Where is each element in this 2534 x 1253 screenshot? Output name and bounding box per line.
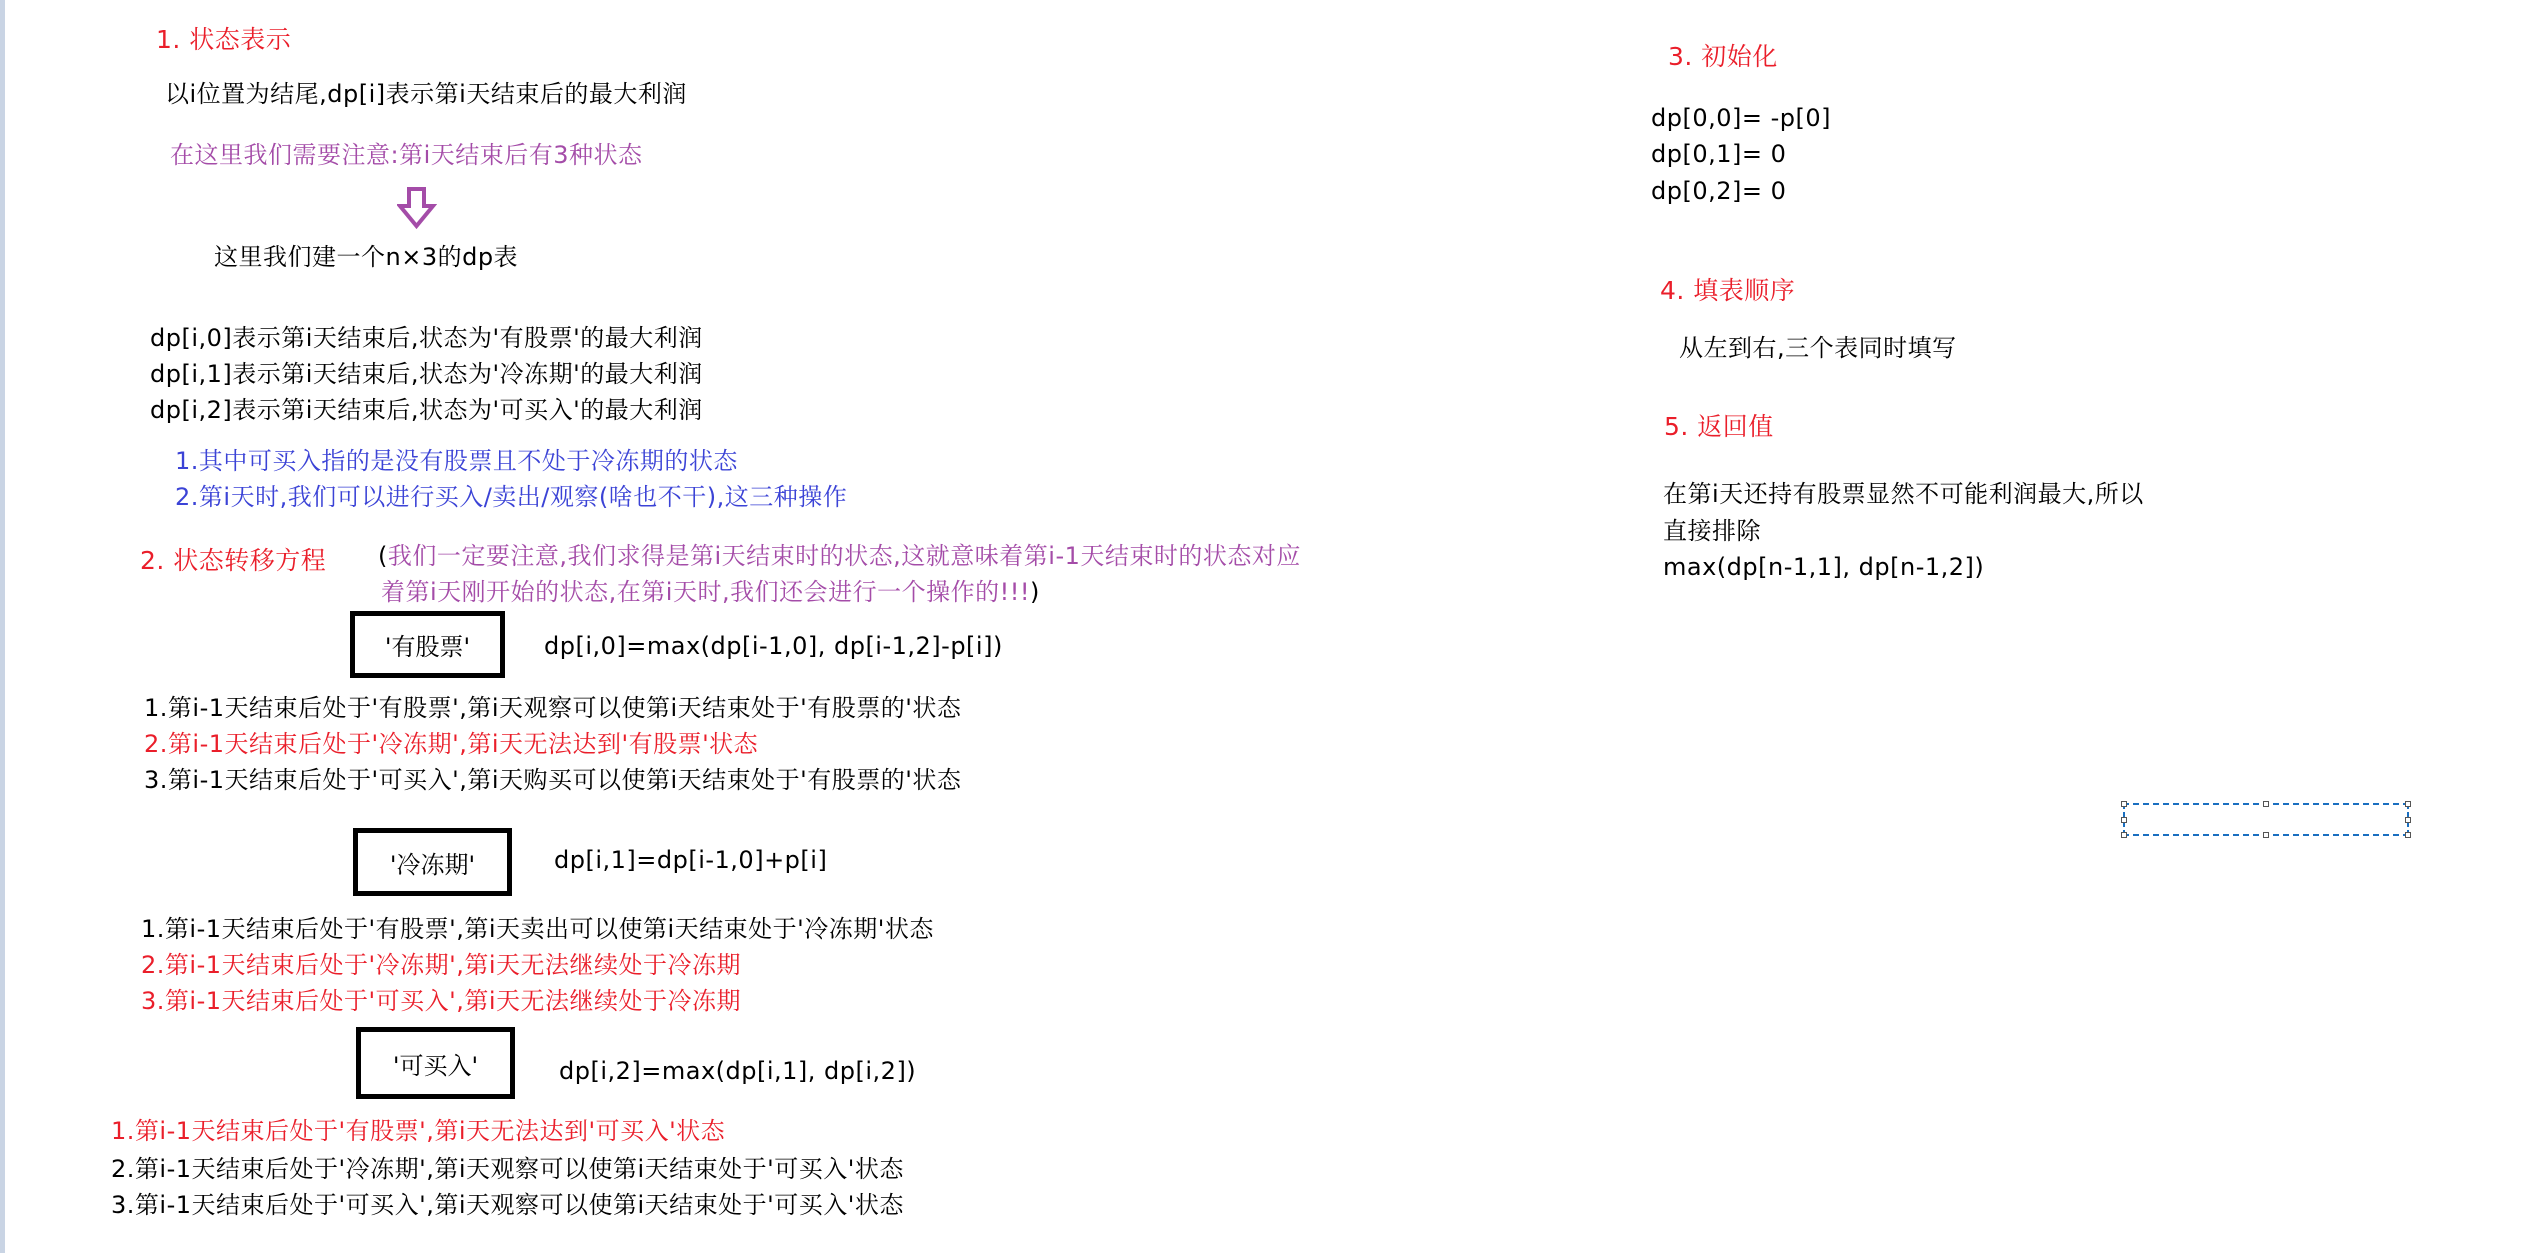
return-line-1: 直接排除 [1663,517,1761,545]
canvas-edge-strip [0,0,5,1253]
resize-handle-top-left[interactable] [2121,801,2127,807]
formula-buyable: dp[i,2]=max(dp[i,1], dp[i,2]) [559,1057,917,1085]
state-box-label: '冷冻期' [389,850,476,879]
state-box-buyable [356,1027,515,1099]
note-close-paren: ) [1029,578,1040,606]
note-open-paren: ( [378,542,388,570]
section2-note-line1 [378,541,1301,571]
init-line-2: dp[0,2]= 0 [1651,177,1787,205]
state-definition-0: dp[i,0]表示第i天结束后,状态为'有股票'的最大利润 [150,324,703,352]
case-cooldown-3: 3.第i-1天结束后处于'可买入',第i天无法继续处于冷冻期 [141,987,741,1015]
down-arrow-icon [397,186,437,230]
section2-note-line2 [381,577,1040,607]
section3-heading: 3. 初始化 [1668,42,1778,71]
section2-heading: 2. 状态转移方程 [140,546,327,575]
resize-handle-middle-left[interactable] [2121,817,2127,823]
remark-0: 1.其中可买入指的是没有股票且不处于冷冻期的状态 [175,447,738,475]
state-definition-2: dp[i,2]表示第i天结束后,状态为'可买入'的最大利润 [150,396,703,424]
note-line2-text: 着第i天刚开始的状态,在第i天时,我们还会进行一个操作的!!! [381,578,1030,606]
section1-heading: 1. 状态表示 [156,25,292,54]
init-line-1: dp[0,1]= 0 [1651,140,1787,168]
state-box-cooldown [353,828,512,896]
state-definition-1: dp[i,1]表示第i天结束后,状态为'冷冻期'的最大利润 [150,360,703,388]
section1-definition: 以i位置为结尾,dp[i]表示第i天结束后的最大利润 [165,80,687,108]
return-line-0: 在第i天还持有股票显然不可能利润最大,所以 [1663,480,2144,508]
section5-heading: 5. 返回值 [1664,412,1774,441]
case-buyable-2: 2.第i-1天结束后处于'冷冻期',第i天观察可以使第i天结束处于'可买入'状态 [111,1155,904,1183]
section1-note: 在这里我们需要注意:第i天结束后有3种状态 [170,141,643,169]
formula-cooldown: dp[i,1]=dp[i-1,0]+p[i] [554,846,828,874]
case-holding-1: 1.第i-1天结束后处于'有股票',第i天观察可以使第i天结束处于'有股票的'状态 [144,694,962,722]
case-cooldown-1: 1.第i-1天结束后处于'有股票',第i天卖出可以使第i天结束处于'冷冻期'状态 [141,915,934,943]
selected-text-box[interactable] [2123,803,2409,836]
section1-table-note: 这里我们建一个n×3的dp表 [214,243,519,271]
note-line1-text: 我们一定要注意,我们求得是第i天结束时的状态,这就意味着第i-1天结束时的状态对应 [387,542,1301,570]
resize-handle-top-right[interactable] [2405,801,2411,807]
resize-handle-bottom-left[interactable] [2121,832,2127,838]
state-box-label: '有股票' [384,633,471,661]
case-buyable-1: 1.第i-1天结束后处于'有股票',第i天无法达到'可买入'状态 [111,1117,726,1145]
resize-handle-top-center[interactable] [2263,801,2269,807]
state-box-label: '可买入' [392,1051,479,1080]
remark-1: 2.第i天时,我们可以进行买入/卖出/观察(啥也不干),这三种操作 [175,483,848,511]
resize-handle-bottom-right[interactable] [2405,832,2411,838]
case-holding-2: 2.第i-1天结束后处于'冷冻期',第i天无法达到'有股票'状态 [144,730,759,758]
return-line-2: max(dp[n-1,1], dp[n-1,2]) [1663,553,1985,581]
case-holding-3: 3.第i-1天结束后处于'可买入',第i天购买可以使第i天结束处于'有股票的'状态 [144,766,962,794]
state-box-holding [350,611,505,678]
fill-order-text: 从左到右,三个表同时填写 [1679,334,1957,362]
resize-handle-middle-right[interactable] [2405,817,2411,823]
case-cooldown-2: 2.第i-1天结束后处于'冷冻期',第i天无法继续处于冷冻期 [141,951,741,979]
init-line-0: dp[0,0]= -p[0] [1651,104,1831,132]
formula-holding: dp[i,0]=max(dp[i-1,0], dp[i-1,2]-p[i]) [544,632,1003,660]
resize-handle-bottom-center[interactable] [2263,832,2269,838]
case-buyable-3: 3.第i-1天结束后处于'可买入',第i天观察可以使第i天结束处于'可买入'状态 [111,1191,904,1219]
section4-heading: 4. 填表顺序 [1660,276,1796,305]
